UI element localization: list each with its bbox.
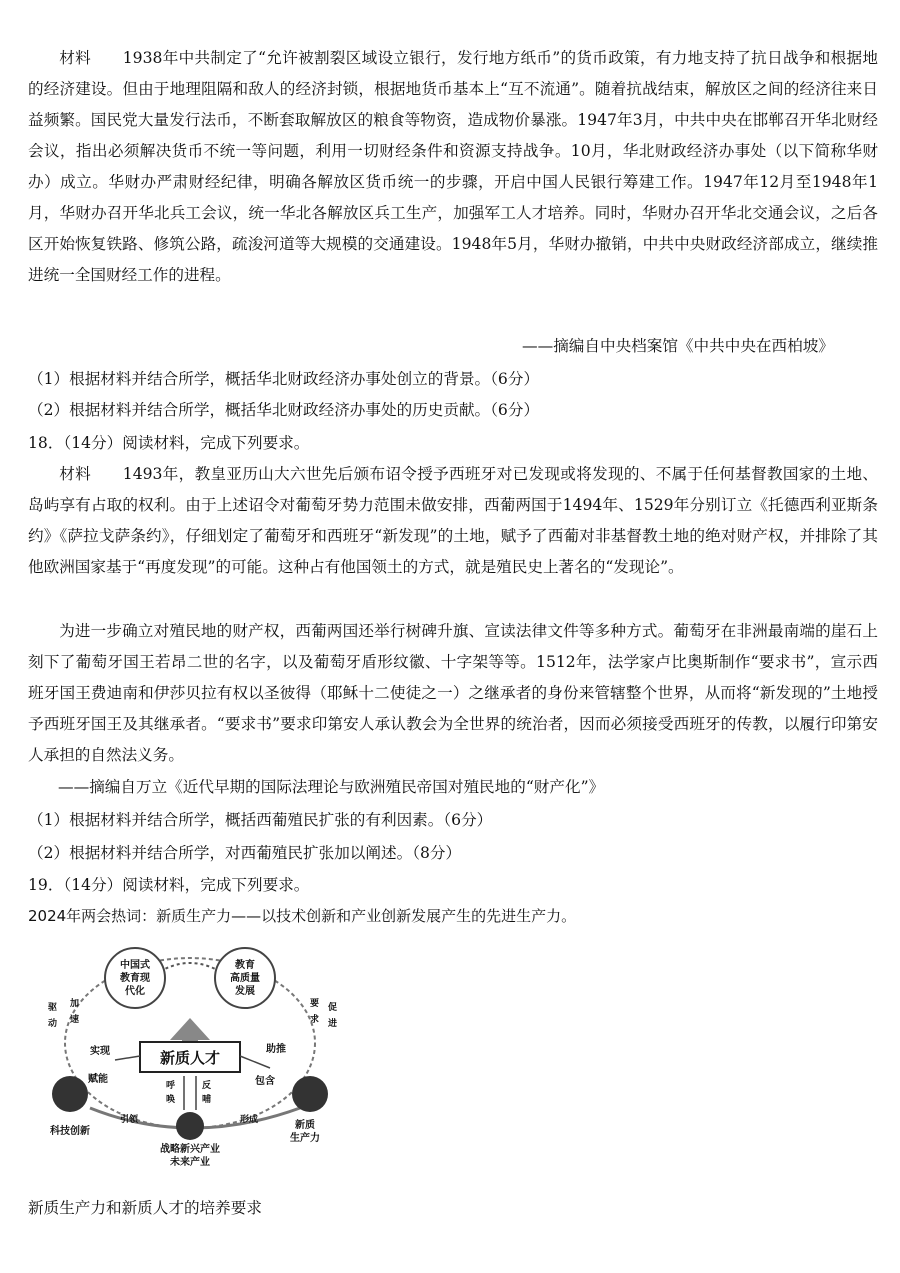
q18-material-p2: 为进一步确立对殖民地的财产权，西葡两国还举行树碑升旗、宣读法律文件等多种方式。葡萄牙在非洲最南端的崖石上刻下了葡萄牙国王若昂二世的名字，以及葡萄牙盾形纹徽、十字架等等。1512年，法学家卢比奥斯制作“要求书”，宣示西班牙国王费迪南和伊莎贝拉有权以圣彼得（耶稣十二使徒之一）之继承者的身份来管辖整个世界，从而将“新发现的”土地授予西班牙国王及其继承者。“要求书”要求印第安人承认教会为全世界的统治者，因而必须接受西班牙的传教，以履行印第安人承担的自然法义务。: [28, 622, 878, 764]
label-tech-innovation: 科技创新: [50, 1126, 90, 1137]
label-newprod-1: 新质: [295, 1120, 315, 1131]
industry-icon: [176, 1112, 204, 1140]
label-include: 包含: [255, 1076, 275, 1087]
label-feedback-1: 反: [202, 1081, 212, 1091]
q17-material: 材料 1938年中共制定了“允许被割裂区域设立银行，发行地方纸币”的货币政策，有力地支持了抗日战争和根据地的经济建设。但由于地理阻隔和敌人的经济封锁，根据地货币基本上“互不流通”。随着抗战结束，解放区之间的经济往来日益频繁。国民党大量发行法币，不断套取解放区的粮食等物资，造成物价暴涨。1947年3月，中共中央在邯郸召开华北财经会议，指出必须解决货币不统一等问题，利用一切财经条件和资源支持战争。10月，华北财政经济办事处（以下简称华财办）成立。华财办严肃财经纪律，明确各解放区货币统一的步骤，开启中国人民银行筹建工作。1947年12月至1948年1月，华财办召开华北兵工会议，统一华北各解放区兵工生产，加强军工人才培养。同时，华财办召开华北交通会议，之后各区开始恢复铁路、修筑公路，疏浚河道等大规模的交通建设。1948年5月，华财办撤销，中共中央财政经济部成立，继续推进统一全国财经工作的进程。: [28, 49, 878, 284]
center-label: 新质人才: [159, 1049, 221, 1067]
label-drive-1: 驱: [48, 1003, 58, 1013]
label-promote-1: 促: [328, 1003, 338, 1013]
node-modernization-line-2: 教育现: [120, 973, 150, 984]
productivity-icon: [292, 1076, 328, 1112]
tech-icon: [52, 1076, 88, 1112]
talent-diagram: [40, 938, 340, 1168]
label-call-2: 唤: [166, 1095, 176, 1105]
label-realize: 实现: [90, 1046, 110, 1057]
label-accelerate-1: 加: [70, 999, 80, 1009]
q18-question-2: （2）根据材料并结合所学，对西葡殖民扩张加以阐述。（8分）: [28, 844, 462, 862]
label-strategic-1: 战略新兴产业: [160, 1144, 220, 1155]
node-quality-line-2: 高质量: [230, 973, 260, 984]
q18-material-p1: 材料 1493年，教皇亚历山大六世先后颁布诏令授予西班牙对已发现或将发现的、不属于任何基督教国家的土地、岛屿享有占取的权利。由于上述诏令对葡萄牙势力范围未做安排，西葡两国于1494年、1529年分别订立《托德西利亚斯条约》《萨拉戈萨条约》，仔细划定了葡萄牙和西班牙“新发现”的土地，赋予了西葡对非基督教土地的绝对财产权，并排除了其他欧洲国家基于“再度发现”的可能。这种占有他国领土的方式，就是殖民史上著名的“发现论”。: [28, 465, 878, 576]
arrow-push: [240, 1056, 270, 1068]
q17-question-2: （2）根据材料并结合所学，概括华北财政经济办事处的历史贡献。（6分）: [28, 401, 540, 419]
label-feedback-2: 哺: [202, 1095, 212, 1105]
q18-source: ——摘编自万立《近代早期的国际法理论与欧洲殖民帝国对殖民地的“财产化”》: [58, 778, 605, 796]
label-newprod-2: 生产力: [290, 1133, 320, 1144]
q18-question-1: （1）根据材料并结合所学，概括西葡殖民扩张的有利因素。（6分）: [28, 811, 493, 829]
label-accelerate-2: 速: [70, 1015, 80, 1025]
label-push: 助推: [266, 1044, 286, 1055]
label-form: 形成: [240, 1115, 259, 1125]
node-quality-line-3: 发展: [235, 986, 255, 997]
q18-header: 18．（14分）阅读材料，完成下列要求。: [28, 434, 310, 452]
arrow-realize: [115, 1056, 140, 1060]
q19-header: 19．（14分）阅读材料，完成下列要求。: [28, 876, 310, 894]
diagram-caption: 新质生产力和新质人才的培养要求: [28, 1199, 262, 1217]
label-drive-2: 动: [48, 1019, 58, 1029]
label-empower: 赋能: [88, 1074, 108, 1085]
node-modernization-line-1: 中国式: [120, 960, 150, 971]
label-require-2: 求: [310, 1015, 320, 1025]
node-quality-line-1: 教育: [235, 960, 255, 971]
node-modernization-line-3: 代化: [125, 986, 145, 997]
label-lead: 引领: [120, 1115, 139, 1125]
label-promote-2: 进: [328, 1019, 338, 1029]
q19-hotword: 2024年两会热词：新质生产力——以技术创新和产业创新发展产生的先进生产力。: [28, 907, 577, 925]
q17-question-1: （1）根据材料并结合所学，概括华北财政经济办事处创立的背景。（6分）: [28, 370, 540, 388]
label-strategic-2: 未来产业: [170, 1157, 210, 1168]
label-call-1: 呼: [166, 1081, 176, 1091]
q17-source: ——摘编自中央档案馆《中共中央在西柏坡》: [522, 337, 834, 355]
label-require-1: 要: [310, 999, 320, 1009]
